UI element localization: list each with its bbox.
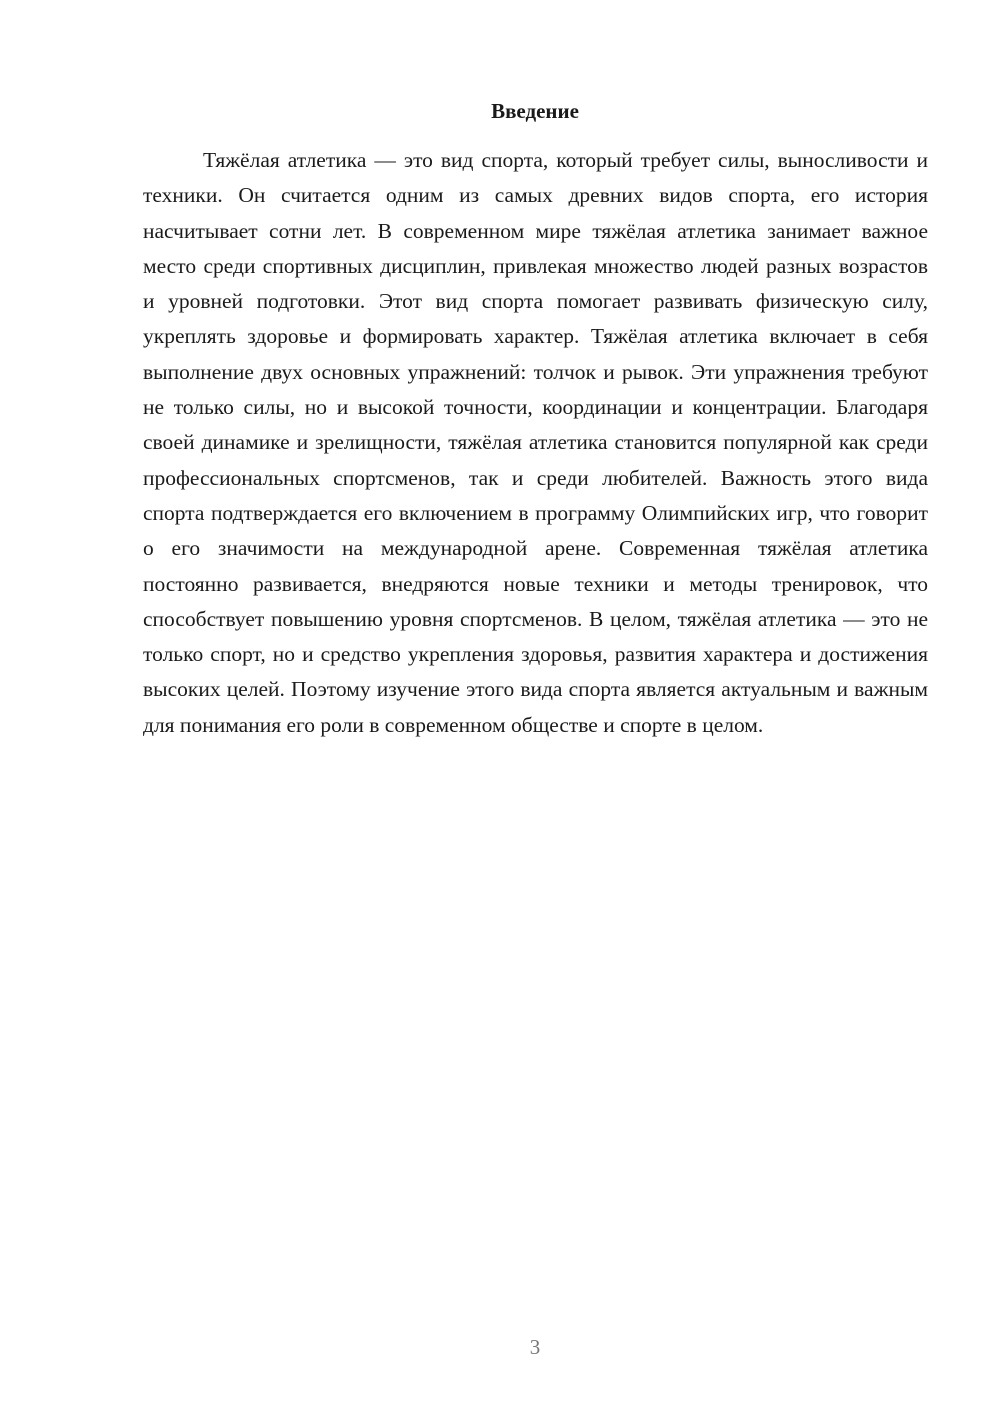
page-number: 3: [529, 1335, 541, 1359]
body-paragraph: Тяжёлая атлетика — это вид спорта, который требует силы, выносливости и техники. Он считается одним из самых древних видов спорта, его история насчитывает сотни лет. В современном мире тяжёлая атлетика занимает важное место среди спортивных дисциплин, привлекая множество людей разных возрастов и уровней подготовки. Этот вид спорта помогает развивать физическую силу, укреплять здоровье и формировать характер. Тяжёлая атлетика включает в себя выполнение двух основных упражнений: толчок и рывок. Эти упражнения требуют не только силы, но и высокой точности, координации и концентрации. Благодаря своей динамике и зрелищности, тяжёлая атлетика становится популярной как среди профессиональных спортсменов, так и среди любителей. Важность этого вида спорта подтверждается его включением в программу Олимпийских игр, что говорит о его значимости на международной арене. Современная тяжёлая атлетика постоянно развивается, внедряются новые техники и методы тренировок, что способствует повышению уровня спортсменов. В целом, тяжёлая атлетика — это не только спорт, но и средство укрепления здоровья, развития характера и достижения высоких целей. Поэтому изучение этого вида спорта является актуальным и важным для понимания его роли в современном обществе и спорте в целом.: [143, 148, 928, 737]
section-heading: Введение: [491, 99, 579, 123]
